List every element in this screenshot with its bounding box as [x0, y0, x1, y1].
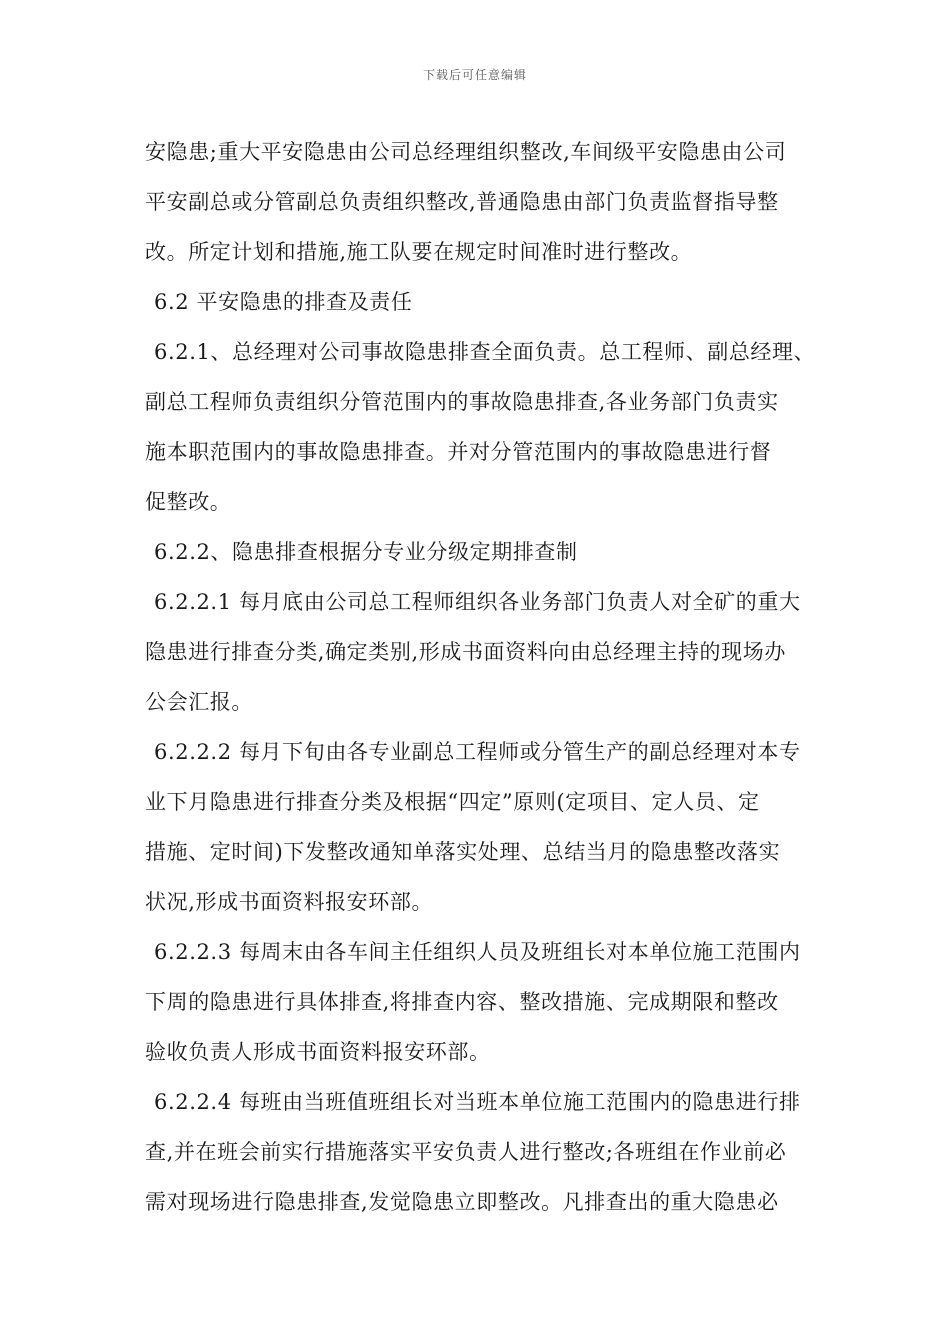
clause-line: 6.2.2.2 每月下旬由各专业副总工程师或分管生产的副总经理对本专: [154, 740, 801, 764]
text-line: 隐患进行排查分类,确定类别,形成书面资料向由总经理主持的现场办: [145, 640, 786, 664]
clause-line: 6.2.2.3 每周末由各车间主任组织人员及班组长对本单位施工范围内: [154, 940, 801, 964]
text-line: 验收负责人形成书面资料报安环部。: [145, 1040, 491, 1064]
text-line: 状况,形成书面资料报安环部。: [145, 890, 434, 914]
text-line: 改。所定计划和措施,施工队要在规定时间准时进行整改。: [145, 240, 693, 264]
text-line: 查,并在班会前实行措施落实平安负责人进行整改;各班组在作业前必: [145, 1140, 787, 1164]
text-line: 副总工程师负责组织分管范围内的事故隐患排查,各业务部门负责实: [145, 390, 779, 414]
text-line: 公会汇报。: [145, 690, 253, 714]
text-line: 施本职范围内的事故隐患排查。并对分管范围内的事故隐患进行督: [145, 440, 772, 464]
text-line: 平安副总或分管副总负责组织整改,普通隐患由部门负责监督指导整: [145, 190, 779, 214]
text-line: 安隐患;重大平安隐患由公司总经理组织整改,车间级平安隐患由公司: [145, 140, 787, 164]
section-heading: 6.2 平安隐患的排查及责任: [154, 290, 413, 314]
document-body: [145, 132, 835, 1232]
text-line: 促整改。: [145, 490, 232, 514]
clause-line: 6.2.2.1 每月底由公司总工程师组织各业务部门负责人对全矿的重大: [154, 590, 801, 614]
text-line: 下周的隐患进行具体排查,将排查内容、整改措施、完成期限和整改: [145, 990, 779, 1014]
text-line: 需对现场进行隐患排查,发觉隐患立即整改。凡排查出的重大隐患必: [145, 1190, 779, 1214]
text-line: 业下月隐患进行排查分类及根据“四定”原则(定项目、定人员、定: [145, 790, 760, 814]
text-line: 措施、定时间)下发整改通知单落实处理、总结当月的隐患整改落实: [145, 840, 781, 864]
clause-line: 6.2.1、总经理对公司事故隐患排查全面负责。总工程师、副总经理、: [154, 340, 816, 364]
page-header-note: 下载后可任意编辑: [422, 68, 527, 82]
clause-line: 6.2.2.4 每班由当班值班组长对当班本单位施工范围内的隐患进行排: [154, 1090, 801, 1114]
clause-line: 6.2.2、隐患排查根据分专业分级定期排查制: [154, 540, 578, 564]
